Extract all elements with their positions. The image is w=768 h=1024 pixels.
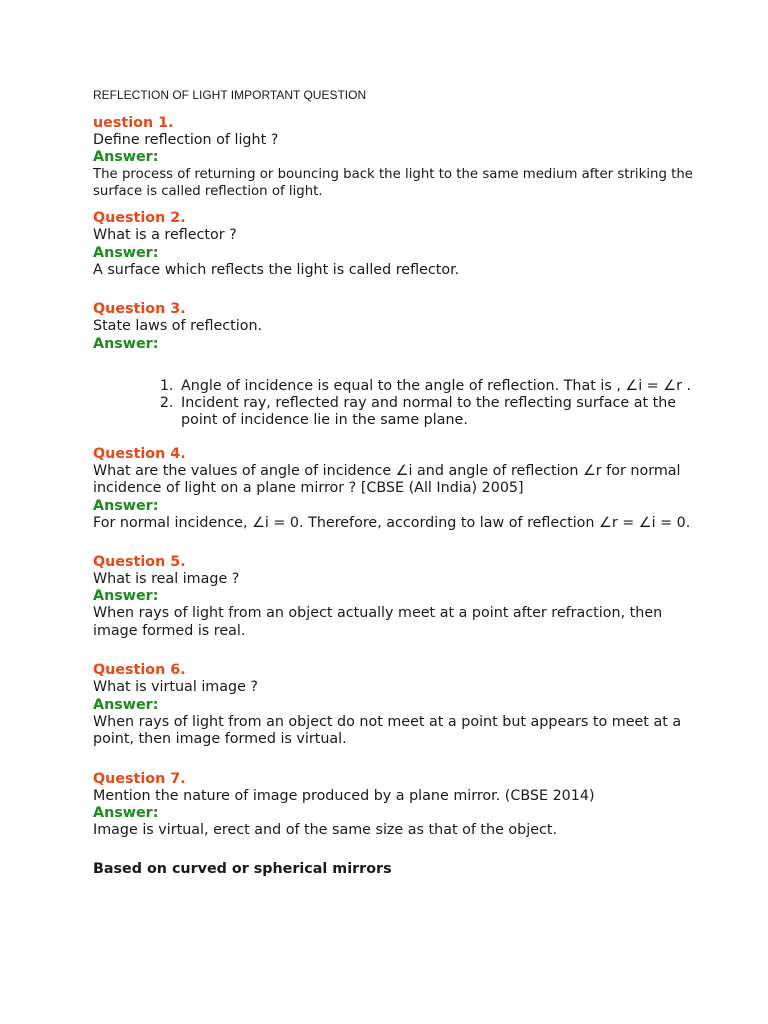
question-label: Question 7. [93,770,186,787]
question-label: uestion 1. [93,115,174,131]
answer-label: Answer: [93,696,159,713]
question-label: Question 6. [93,662,186,679]
question-label: Question 2. [93,210,186,227]
document-page [93,88,693,878]
question-block-4 [93,446,693,532]
question-block-3 [93,301,693,430]
answer-text: When rays of light from an object do not meet at a point but appears to meet at a point, then image formed is virtual. [93,713,682,748]
question-text: Define reflection of light ? [93,132,279,148]
answer-label: Answer: [93,588,159,605]
answer-label: Answer: [93,149,159,166]
document-title: REFLECTION OF LIGHT IMPORTANT QUESTION [93,88,367,102]
question-block-5 [93,554,693,640]
answer-text: A surface which reflects the light is called reflector. [93,261,460,278]
question-text: What is virtual image ? [93,679,258,696]
question-block-6 [93,662,693,748]
section-heading: Based on curved or spherical mirrors [93,861,392,878]
list-item: 2. Incident ray, reflected ray and normal to the reflecting surface at the point of incidence lie in the same plane. [178,395,693,430]
answer-label: Answer: [93,804,159,821]
question-text: What is a reflector ? [93,227,237,244]
question-block-1 [93,115,693,200]
answer-text: When rays of light from an object actually meet at a point after refraction, then image formed is real. [93,605,663,639]
question-text: What is real image ? [93,571,240,588]
list-item: 1. Angle of incidence is equal to the angle of reflection. That is , ∠i = ∠r . [178,378,693,395]
question-block-7 [93,771,693,840]
question-text: What are the values of angle of incidence ∠i and angle of reflection ∠r for normal incidence of light on a plane mirror ? [CBSE (All India) 2005] [93,462,681,497]
question-label: Question 4. [93,445,186,462]
answer-label: Answer: [93,497,159,514]
question-text: State laws of reflection. [93,318,263,335]
question-block-2 [93,210,693,279]
answer-text: Image is virtual, erect and of the same size as that of the object. [93,821,558,838]
answer-label: Answer: [93,244,159,261]
question-label: Question 3. [93,301,186,318]
answer-text: For normal incidence, ∠i = 0. Therefore, according to law of reflection ∠r = ∠i = 0. [93,514,691,531]
question-label: Question 5. [93,554,186,571]
answer-text: The process of returning or bouncing back the light to the same medium after striking the surface is called reflection of light. [93,167,693,200]
question-text: Mention the nature of image produced by a plane mirror. (CBSE 2014) [93,787,595,804]
laws-list [93,378,693,430]
answer-label: Answer: [93,335,159,352]
